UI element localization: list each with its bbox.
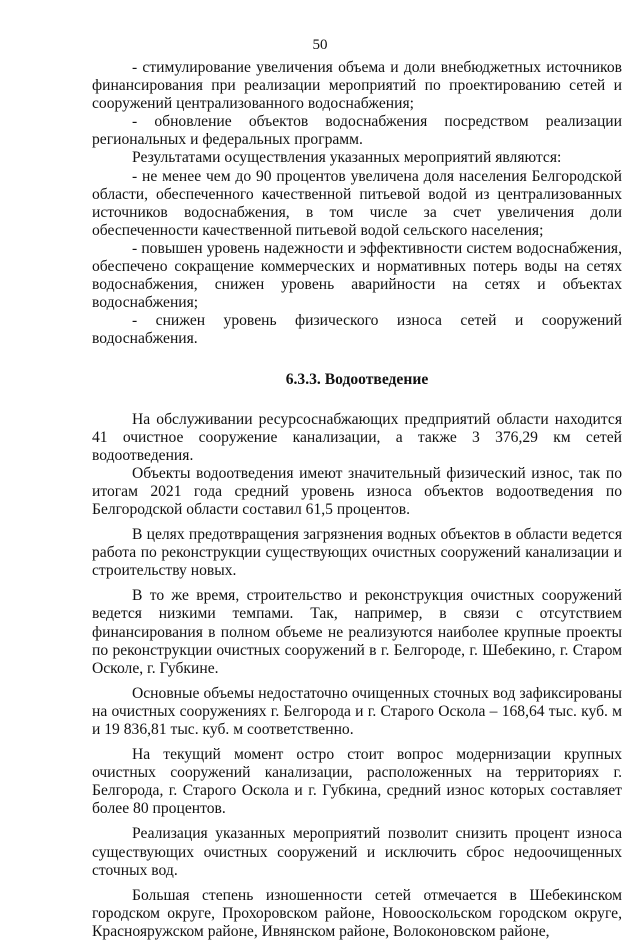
paragraph: На текущий момент остро стоит вопрос модернизации крупных очистных сооружений канализации, расположенных на территориях г. Белгорода, г. Старого Оскола и г. Губкина, средний износ которых составляет более 80 процентов. bbox=[92, 746, 622, 818]
paragraph: Реализация указанных мероприятий позволит снизить процент износа существующих очистных сооружений и исключить сброс недоочищенных сточных вод. bbox=[92, 825, 622, 879]
paragraph: Результатами осуществления указанных мероприятий являются: bbox=[132, 149, 562, 167]
paragraph: - снижен уровень физического износа сетей и сооружений водоснабжения. bbox=[92, 312, 622, 348]
paragraph: - не менее чем до 90 процентов увеличена доля населения Белгородской области, обеспеченного качественной питьевой водой из централизованных источников водоснабжения, в том числе за счет увеличения доли обеспеченности качественной питьевой водой сельского населения; bbox=[92, 167, 622, 239]
paragraph: - повышен уровень надежности и эффективности систем водоснабжения, обеспечено сокращение коммерческих и нормативных потерь воды на сетях водоснабжения, снижен уровень аварийности на сетях и объектах водоснабжения; bbox=[92, 239, 622, 312]
paragraph: В целях предотвращения загрязнения водных объектов в области ведется работа по реконструкции существующих очистных сооружений канализации и строительству новых. bbox=[92, 526, 622, 580]
paragraph: - обновление объектов водоснабжения посредством реализации региональных и федеральных программ. bbox=[92, 113, 622, 149]
section-heading: 6.3.3. Водоотведение bbox=[285, 370, 429, 388]
page-content bbox=[92, 59, 622, 941]
paragraph: В то же время, строительство и реконструкция очистных сооружений ведется низкими темпами. Так, например, в связи с отсутствием финансирования в полном объеме не реализуются наиболее крупные проекты по реконструкции очистных сооружений в г. Белгороде, г. Шебекино, г. Старом Осколе, г. Губкине. bbox=[92, 587, 622, 677]
paragraph: Большая степень изношенности сетей отмечается в Шебекинском городском округе, Прохоровском районе, Новооскольском городском округе, Краснояружском районе, Ивнянском районе, Волоконовском районе, bbox=[92, 886, 622, 940]
paragraph: Основные объемы недостаточно очищенных сточных вод зафиксированы на очистных сооружениях г. Белгорода и г. Старого Оскола – 168,64 тыс. куб. м и 19 836,81 тыс. куб. м соответственно. bbox=[92, 684, 622, 738]
paragraph: - стимулирование увеличения объема и доли внебюджетных источников финансирования при реализации мероприятий по проектированию сетей и сооружений централизованного водоснабжения; bbox=[92, 59, 622, 113]
paragraph: Объекты водоотведения имеют значительный физический износ, так по итогам 2021 года средний уровень износа объектов водоотведения по Белгородской области составил 61,5 процентов. bbox=[92, 464, 622, 518]
page-number: 50 bbox=[312, 37, 328, 53]
paragraph: На обслуживании ресурсоснабжающих предприятий области находится 41 очистное сооружение канализации, а также 3 376,29 км сетей водоотведения. bbox=[92, 410, 622, 464]
